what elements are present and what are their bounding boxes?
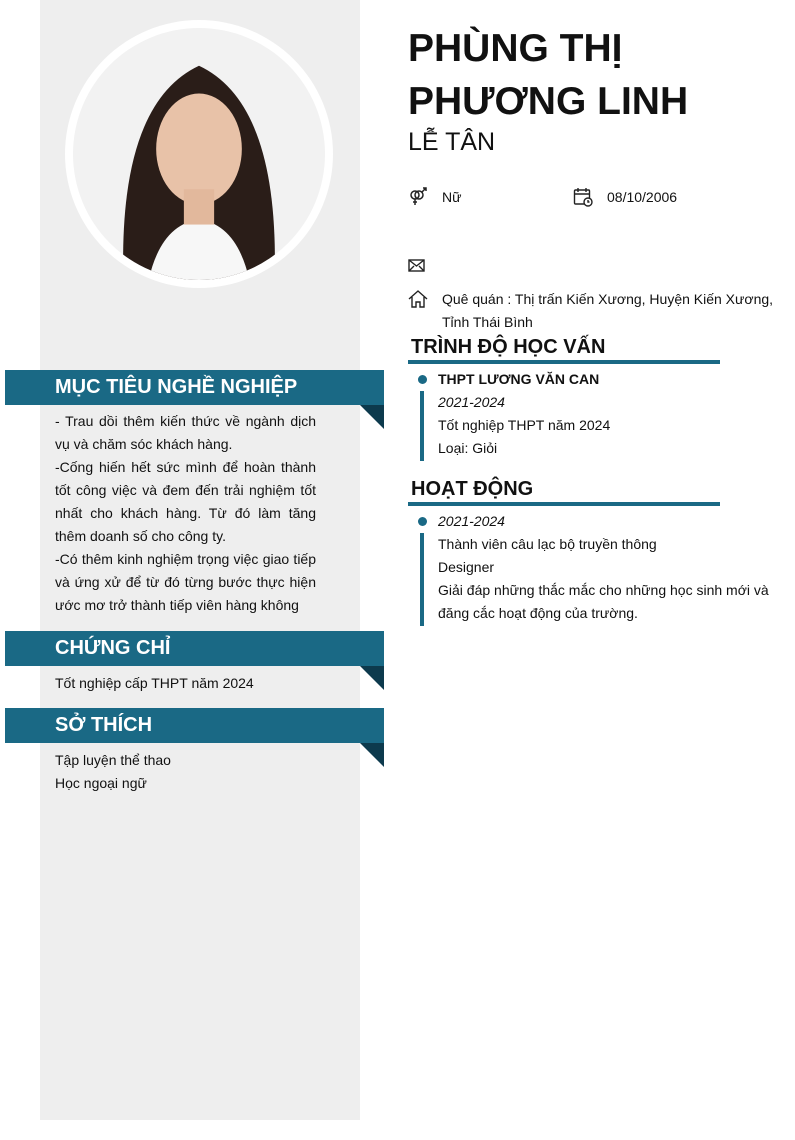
timeline-bar <box>420 533 424 626</box>
gender-value: Nữ <box>442 189 462 205</box>
dob-row <box>573 186 677 209</box>
fold-decoration <box>360 405 384 429</box>
activities-header: HOẠT ĐỘNG <box>408 476 720 506</box>
timeline-bar <box>420 391 424 461</box>
hobby-item: Học ngoại ngữ <box>55 775 147 791</box>
education-line: Tốt nghiệp THPT năm 2024 <box>438 417 611 433</box>
education-line: Loại: Giỏi <box>438 440 498 456</box>
gender-row <box>408 186 461 209</box>
email-icon <box>408 255 428 275</box>
dob-value: 08/10/2006 <box>607 189 678 205</box>
fold-decoration <box>360 666 384 690</box>
hobby-item: Tập luyện thể thao <box>55 752 171 768</box>
email-row <box>408 254 442 275</box>
home-icon <box>408 289 428 309</box>
activity-line: Thành viên câu lạc bộ truyền thông <box>438 536 657 552</box>
objective-header: MỤC TIÊU NGHỀ NGHIỆP <box>5 370 384 405</box>
hometown-value: Quê quán : Thị trấn Kiến Xương, Huyện Kiến Xương, Tỉnh Thái Bình <box>442 291 774 330</box>
hometown-row <box>408 288 778 334</box>
calendar-icon <box>573 187 593 207</box>
job-title: LỄ TÂN <box>408 128 496 156</box>
objective-text <box>55 410 316 617</box>
timeline-dot <box>418 517 427 526</box>
objective-line: -Cống hiến hết sức mình để hoàn thành tốt công việc và đem đến trải nghiệm tốt nhất cho khách hàng. Từ đó làm tăng thêm doanh số cho công ty. <box>55 459 316 544</box>
activity-period: 2021-2024 <box>438 513 505 529</box>
education-entry <box>418 368 788 460</box>
education-header: TRÌNH ĐỘ HỌC VẤN <box>408 334 720 364</box>
activity-line: Giải đáp những thắc mắc cho những học sinh mới và đăng cắc hoạt động của trường. <box>438 582 769 621</box>
school-name: THPT LƯƠNG VĂN CAN <box>438 371 600 387</box>
gender-icon <box>408 187 428 207</box>
activity-line: Designer <box>438 559 495 575</box>
profile-photo <box>65 20 333 288</box>
certificates-header: CHỨNG CHỈ <box>5 631 384 666</box>
objective-line: - Trau dồi thêm kiến thức về ngành dịch vụ và chăm sóc khách hàng. <box>55 413 316 452</box>
fold-decoration <box>360 743 384 767</box>
full-name: PHÙNG THỊ PHƯƠNG LINH <box>408 27 689 123</box>
hobbies-header: SỞ THÍCH <box>5 708 384 743</box>
timeline-dot <box>418 375 427 384</box>
objective-line: -Có thêm kinh nghiệm trọng việc giao tiếp và ứng xử để từ đó từng bước thực hiện ước mơ trở thành tiếp viên hàng không <box>55 551 316 613</box>
certificate-item: Tốt nghiệp cấp THPT năm 2024 <box>55 675 254 691</box>
hobbies-list <box>55 749 316 795</box>
activity-entry <box>418 510 788 625</box>
education-period: 2021-2024 <box>438 394 505 410</box>
